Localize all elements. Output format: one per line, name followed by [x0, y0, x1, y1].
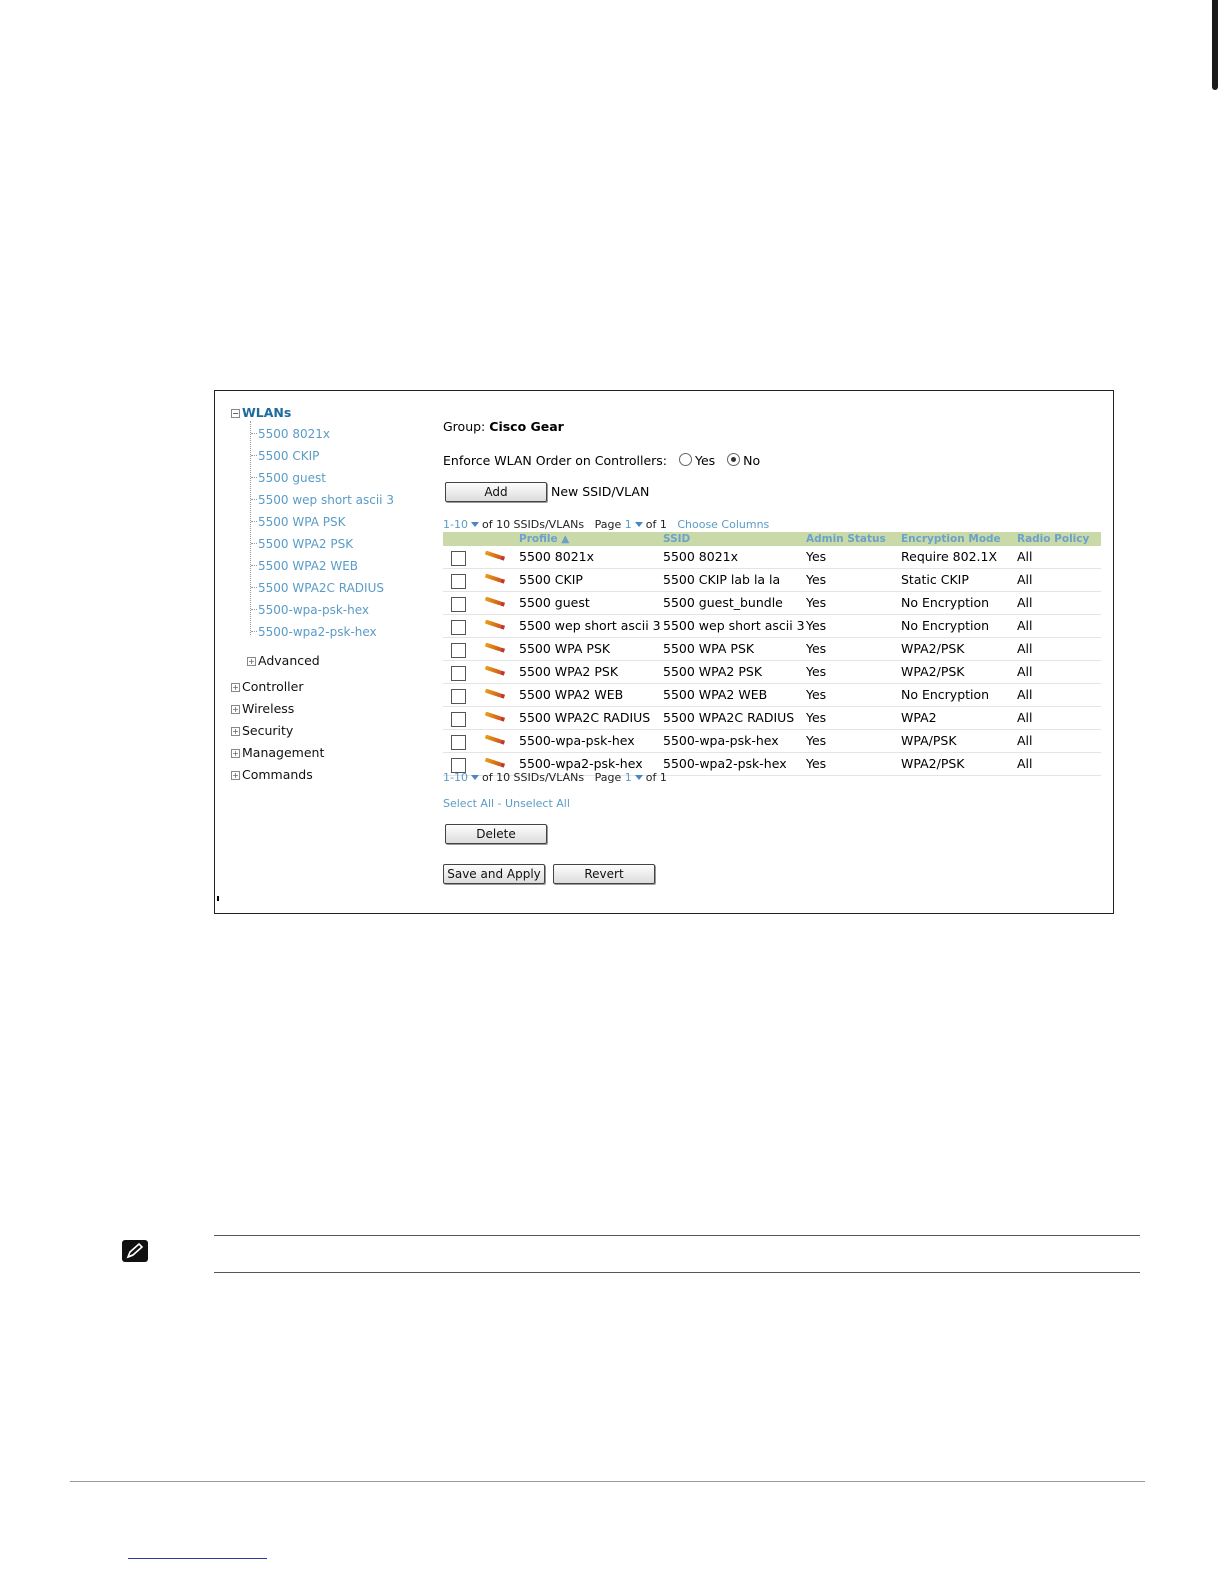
tree-connector: [251, 433, 257, 434]
tree-leaf-label: 5500 WPA PSK: [258, 515, 346, 529]
tree-connector: [251, 565, 257, 566]
cell-admin-status: Yes: [806, 664, 827, 679]
tree-leaf-label: 5500-wpa2-psk-hex: [258, 625, 377, 639]
table-row: [443, 546, 1101, 569]
expand-icon[interactable]: +: [232, 683, 239, 692]
group-line: [443, 419, 564, 434]
enforce-yes-radio[interactable]: [679, 453, 692, 466]
row-checkbox[interactable]: [451, 551, 466, 566]
table-row: [443, 707, 1101, 730]
footer-rule: [70, 1481, 1145, 1482]
tree-group-wireless[interactable]: [231, 701, 294, 716]
page-count: of 1: [645, 771, 667, 784]
dropdown-arrow-icon[interactable]: [471, 775, 479, 780]
tree-leaf-label: 5500 8021x: [258, 427, 330, 441]
edit-pencil-icon[interactable]: [485, 666, 501, 675]
cell-admin-status: Yes: [806, 572, 827, 587]
cell-radio-policy: All: [1017, 733, 1033, 748]
cell-admin-status: Yes: [806, 618, 827, 633]
tree-group-label: Management: [242, 745, 325, 760]
cell-ssid: 5500 guest_bundle: [663, 595, 783, 610]
dropdown-arrow-icon[interactable]: [471, 522, 479, 527]
range-count: of 10 SSIDs/VLANs: [481, 771, 585, 784]
save-and-apply-button[interactable]: Save and Apply: [443, 864, 545, 884]
edit-pencil-icon[interactable]: [485, 574, 501, 583]
tree-leaf-label: 5500 wep short ascii 3: [258, 493, 394, 507]
tree-connector: [251, 477, 257, 478]
range-link[interactable]: 1-10: [443, 771, 468, 784]
tree-connector: [251, 631, 257, 632]
tree-leaf[interactable]: [251, 581, 384, 595]
cell-radio-policy: All: [1017, 687, 1033, 702]
tree-connector: [251, 455, 257, 456]
unselect-all-link[interactable]: Unselect All: [505, 797, 570, 810]
group-name: Cisco Gear: [489, 419, 564, 434]
tree-connector: [251, 521, 257, 522]
select-all-link[interactable]: Select All: [443, 797, 495, 810]
cell-admin-status: Yes: [806, 595, 827, 610]
tree-group-security[interactable]: [231, 723, 293, 738]
dropdown-arrow-icon[interactable]: [635, 522, 643, 527]
edit-pencil-icon[interactable]: [485, 620, 501, 629]
cell-ssid: 5500 8021x: [663, 549, 738, 564]
cell-admin-status: Yes: [806, 641, 827, 656]
collapse-icon[interactable]: −: [232, 409, 239, 418]
tree-connector: [251, 543, 257, 544]
cell-ssid: 5500 CKIP lab la la: [663, 572, 781, 587]
cell-profile[interactable]: 5500 WPA2 WEB: [519, 687, 624, 702]
note-rule-top: [214, 1235, 1140, 1236]
delete-button[interactable]: Delete: [445, 824, 547, 844]
cell-ssid: 5500 WPA2C RADIUS: [663, 710, 795, 725]
edit-pencil-icon[interactable]: [485, 643, 501, 652]
page-link[interactable]: 1: [624, 518, 632, 531]
cell-ssid: 5500 WPA PSK: [663, 641, 755, 656]
cell-radio-policy: All: [1017, 618, 1033, 633]
table-row: [443, 730, 1101, 753]
row-checkbox[interactable]: [451, 712, 466, 727]
cell-encryption-mode: No Encryption: [901, 687, 990, 702]
expand-icon[interactable]: +: [232, 727, 239, 736]
cell-radio-policy: All: [1017, 664, 1033, 679]
cell-encryption-mode: WPA2/PSK: [901, 641, 965, 656]
row-checkbox[interactable]: [451, 643, 466, 658]
enforce-yes-label: Yes: [695, 453, 716, 468]
cell-profile[interactable]: 5500 wep short ascii 3: [519, 618, 661, 633]
row-checkbox[interactable]: [451, 689, 466, 704]
row-checkbox[interactable]: [451, 735, 466, 750]
screenshot-frame: [214, 390, 1114, 914]
row-checkbox[interactable]: [451, 597, 466, 612]
table-row: [443, 661, 1101, 684]
tree-advanced[interactable]: [247, 653, 320, 668]
cell-radio-policy: All: [1017, 549, 1033, 564]
table-row: [443, 569, 1101, 592]
main-panel: [443, 391, 1113, 913]
tree-connector: [251, 609, 257, 610]
tree-leaf-label: 5500 guest: [258, 471, 326, 485]
cell-profile[interactable]: 5500 WPA2C RADIUS: [519, 710, 651, 725]
row-checkbox[interactable]: [451, 620, 466, 635]
cell-admin-status: Yes: [806, 756, 827, 771]
footer-link-underline: [128, 1558, 267, 1559]
cell-ssid: 5500 wep short ascii 3: [663, 618, 805, 633]
tree-leaf[interactable]: [251, 559, 358, 573]
tree-leaf[interactable]: [251, 493, 394, 507]
edit-pencil-icon[interactable]: [485, 551, 501, 560]
cell-admin-status: Yes: [806, 549, 827, 564]
expand-icon[interactable]: +: [232, 705, 239, 714]
enforce-no-radio[interactable]: [727, 453, 740, 466]
table-row: [443, 615, 1101, 638]
table-header: [443, 532, 1101, 546]
enforce-label: Enforce WLAN Order on Controllers:: [443, 453, 668, 468]
cell-encryption-mode: WPA2/PSK: [901, 664, 965, 679]
range-count: of 10 SSIDs/VLANs: [481, 518, 585, 531]
range-link[interactable]: 1-10: [443, 518, 468, 531]
cell-profile[interactable]: 5500 WPA2 PSK: [519, 664, 619, 679]
stray-mark: [217, 896, 219, 901]
cell-ssid: 5500 WPA2 PSK: [663, 664, 763, 679]
col-profile[interactable]: Profile ▲: [519, 533, 570, 545]
col-ssid[interactable]: SSID: [663, 533, 691, 545]
tree-leaf-label: 5500 WPA2C RADIUS: [258, 581, 384, 595]
col-encryption-mode[interactable]: Encryption Mode: [901, 533, 1001, 545]
edit-pencil-icon[interactable]: [485, 689, 501, 698]
tree-advanced-label: Advanced: [258, 653, 320, 668]
cell-radio-policy: All: [1017, 641, 1033, 656]
cell-radio-policy: All: [1017, 756, 1033, 771]
tree-group-label: Commands: [242, 767, 313, 782]
note-rule-bottom: [214, 1272, 1140, 1273]
tree-leaf[interactable]: [251, 625, 377, 639]
cell-profile[interactable]: 5500 guest: [519, 595, 590, 610]
edit-pencil-icon[interactable]: [485, 712, 501, 721]
col-radio-policy[interactable]: Radio Policy: [1017, 533, 1090, 545]
expand-icon[interactable]: +: [232, 771, 239, 780]
tree-leaf-label: 5500 WPA2 WEB: [258, 559, 359, 573]
add-label: New SSID/VLAN: [551, 484, 650, 499]
edit-pencil-icon[interactable]: [485, 597, 501, 606]
expand-icon[interactable]: +: [248, 657, 255, 666]
tree-leaf[interactable]: [251, 471, 326, 485]
cell-encryption-mode: Static CKIP: [901, 572, 969, 587]
tree-root-label: WLANs: [242, 405, 292, 420]
page-label: Page: [594, 518, 622, 531]
cell-profile[interactable]: 5500-wpa-psk-hex: [519, 733, 635, 748]
cell-ssid: 5500-wpa-psk-hex: [663, 733, 779, 748]
cell-radio-policy: All: [1017, 595, 1033, 610]
cell-admin-status: Yes: [806, 733, 827, 748]
tree-leaf-label: 5500 CKIP: [258, 449, 320, 463]
cell-admin-status: Yes: [806, 687, 827, 702]
row-checkbox[interactable]: [451, 666, 466, 681]
add-button[interactable]: Add: [445, 482, 547, 502]
cell-encryption-mode: WPA/PSK: [901, 733, 957, 748]
tree-leaf-label: 5500 WPA2 PSK: [258, 537, 354, 551]
cell-radio-policy: All: [1017, 572, 1033, 587]
cell-ssid: 5500 WPA2 WEB: [663, 687, 768, 702]
table-row: [443, 684, 1101, 707]
cell-profile[interactable]: 5500 CKIP: [519, 572, 583, 587]
cell-encryption-mode: No Encryption: [901, 618, 990, 633]
row-checkbox[interactable]: [451, 574, 466, 589]
choose-columns-link[interactable]: Choose Columns: [677, 518, 770, 531]
page-link[interactable]: 1: [624, 771, 632, 784]
enforce-line: [443, 453, 760, 468]
tree-leaf[interactable]: [251, 603, 369, 617]
note-pencil-icon: [122, 1240, 148, 1262]
cell-profile[interactable]: 5500 8021x: [519, 549, 594, 564]
tree-group-controller[interactable]: [231, 679, 304, 694]
page-edge-mark: [1212, 0, 1218, 90]
edit-pencil-icon[interactable]: [485, 735, 501, 744]
cell-encryption-mode: Require 802.1X: [901, 549, 998, 564]
tree-leaf[interactable]: [251, 449, 319, 463]
tree-group-label: Wireless: [242, 701, 295, 716]
cell-encryption-mode: WPA2: [901, 710, 937, 725]
tree-leaf[interactable]: [251, 515, 345, 529]
dropdown-arrow-icon[interactable]: [635, 775, 643, 780]
tree-group-management[interactable]: [231, 745, 324, 760]
cell-radio-policy: All: [1017, 710, 1033, 725]
select-separator: -: [494, 797, 506, 810]
page-count: of 1: [645, 518, 667, 531]
cell-profile[interactable]: 5500-wpa2-psk-hex: [519, 756, 643, 771]
cell-encryption-mode: No Encryption: [901, 595, 990, 610]
tree-group-label: Controller: [242, 679, 304, 694]
tree-connector: [251, 499, 257, 500]
tree-root-wlans[interactable]: [231, 405, 291, 420]
tree-leaf-label: 5500-wpa-psk-hex: [258, 603, 370, 617]
tree-leaf[interactable]: [251, 537, 353, 551]
tree-group-commands[interactable]: [231, 767, 313, 782]
table-row: [443, 638, 1101, 661]
tree-group-label: Security: [242, 723, 294, 738]
ssid-table: [443, 532, 1101, 776]
tree-leaf[interactable]: [251, 427, 330, 441]
edit-pencil-icon[interactable]: [485, 758, 501, 767]
table-row: [443, 592, 1101, 615]
expand-icon[interactable]: +: [232, 749, 239, 758]
cell-encryption-mode: WPA2/PSK: [901, 756, 965, 771]
group-label: Group:: [443, 419, 486, 434]
pager-top: [443, 518, 769, 531]
cell-admin-status: Yes: [806, 710, 827, 725]
cell-ssid: 5500-wpa2-psk-hex: [663, 756, 787, 771]
tree-connector: [251, 587, 257, 588]
select-links: [443, 797, 570, 810]
page-label: Page: [594, 771, 622, 784]
col-admin-status[interactable]: Admin Status: [806, 533, 886, 545]
revert-button[interactable]: Revert: [553, 864, 655, 884]
cell-profile[interactable]: 5500 WPA PSK: [519, 641, 611, 656]
pager-bottom: [443, 771, 667, 784]
enforce-no-label: No: [743, 453, 761, 468]
